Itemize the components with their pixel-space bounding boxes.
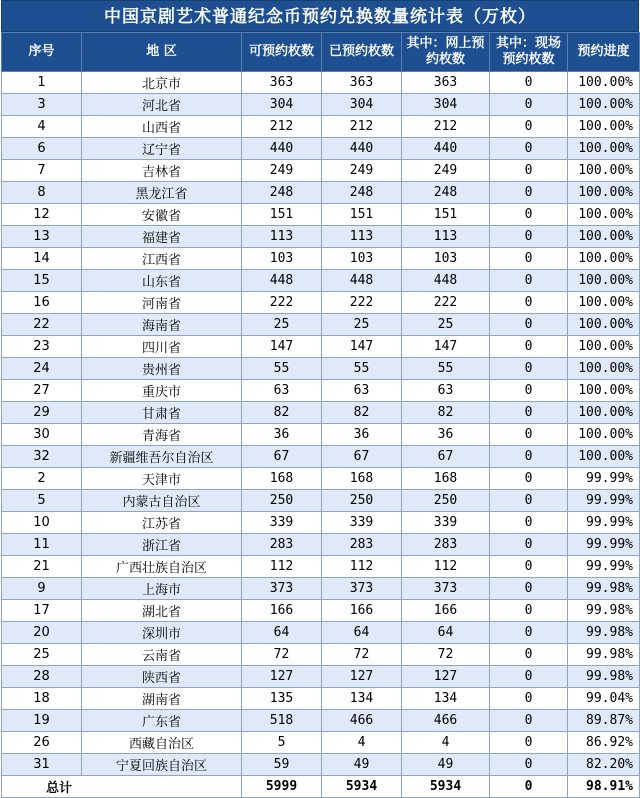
row-region: 江苏省 — [82, 512, 242, 534]
row-onsite: 0 — [490, 402, 568, 424]
table-row — [2, 688, 640, 710]
row-index: 32 — [2, 446, 82, 468]
row-reserved: 4 — [322, 732, 402, 754]
total-row — [2, 776, 640, 798]
row-region: 山东省 — [82, 270, 242, 292]
row-region: 江西省 — [82, 248, 242, 270]
row-available: 166 — [242, 600, 322, 622]
row-onsite: 0 — [490, 138, 568, 160]
table-row — [2, 666, 640, 688]
row-region: 青海省 — [82, 424, 242, 446]
row-onsite: 0 — [490, 116, 568, 138]
total-onsite: 0 — [490, 776, 568, 798]
row-available: 63 — [242, 380, 322, 402]
row-index: 27 — [2, 380, 82, 402]
row-region: 吉林省 — [82, 160, 242, 182]
table-row — [2, 204, 640, 226]
row-online: 304 — [402, 94, 490, 116]
row-index: 9 — [2, 578, 82, 600]
row-progress: 100.00% — [568, 204, 640, 226]
row-progress: 100.00% — [568, 160, 640, 182]
row-reserved: 363 — [322, 72, 402, 94]
header-available: 可预约枚数 — [242, 33, 322, 72]
row-index: 1 — [2, 72, 82, 94]
row-available: 168 — [242, 468, 322, 490]
row-online: 55 — [402, 358, 490, 380]
row-index: 5 — [2, 490, 82, 512]
row-region: 四川省 — [82, 336, 242, 358]
row-index: 14 — [2, 248, 82, 270]
row-available: 127 — [242, 666, 322, 688]
row-index: 20 — [2, 622, 82, 644]
row-available: 5 — [242, 732, 322, 754]
row-region: 贵州省 — [82, 358, 242, 380]
row-online: 113 — [402, 226, 490, 248]
row-available: 222 — [242, 292, 322, 314]
table-row — [2, 578, 640, 600]
table-row — [2, 446, 640, 468]
row-onsite: 0 — [490, 688, 568, 710]
row-available: 36 — [242, 424, 322, 446]
row-available: 135 — [242, 688, 322, 710]
table-row — [2, 600, 640, 622]
table-row — [2, 754, 640, 776]
reservation-table — [1, 32, 640, 798]
row-online: 248 — [402, 182, 490, 204]
row-progress: 86.92% — [568, 732, 640, 754]
row-reserved: 166 — [322, 600, 402, 622]
row-online: 63 — [402, 380, 490, 402]
row-online: 363 — [402, 72, 490, 94]
row-online: 82 — [402, 402, 490, 424]
row-region: 天津市 — [82, 468, 242, 490]
row-progress: 100.00% — [568, 380, 640, 402]
header-row — [2, 33, 640, 72]
row-online: 67 — [402, 446, 490, 468]
row-reserved: 249 — [322, 160, 402, 182]
row-index: 8 — [2, 182, 82, 204]
row-online: 339 — [402, 512, 490, 534]
row-onsite: 0 — [490, 160, 568, 182]
row-progress: 99.98% — [568, 600, 640, 622]
row-reserved: 112 — [322, 556, 402, 578]
row-available: 103 — [242, 248, 322, 270]
row-index: 3 — [2, 94, 82, 116]
total-label: 总计 — [2, 776, 242, 798]
row-available: 249 — [242, 160, 322, 182]
row-reserved: 103 — [322, 248, 402, 270]
row-region: 新疆维吾尔自治区 — [82, 446, 242, 468]
row-index: 16 — [2, 292, 82, 314]
row-reserved: 373 — [322, 578, 402, 600]
row-region: 湖北省 — [82, 600, 242, 622]
table-row — [2, 226, 640, 248]
row-online: 448 — [402, 270, 490, 292]
row-region: 辽宁省 — [82, 138, 242, 160]
row-index: 29 — [2, 402, 82, 424]
table-row — [2, 94, 640, 116]
table-row — [2, 270, 640, 292]
row-available: 67 — [242, 446, 322, 468]
row-progress: 100.00% — [568, 446, 640, 468]
row-available: 59 — [242, 754, 322, 776]
row-onsite: 0 — [490, 292, 568, 314]
row-index: 6 — [2, 138, 82, 160]
row-index: 2 — [2, 468, 82, 490]
row-progress: 100.00% — [568, 402, 640, 424]
row-online: 64 — [402, 622, 490, 644]
row-reserved: 25 — [322, 314, 402, 336]
row-reserved: 55 — [322, 358, 402, 380]
row-index: 31 — [2, 754, 82, 776]
row-onsite: 0 — [490, 182, 568, 204]
row-progress: 100.00% — [568, 270, 640, 292]
row-reserved: 283 — [322, 534, 402, 556]
row-onsite: 0 — [490, 512, 568, 534]
row-reserved: 248 — [322, 182, 402, 204]
row-available: 518 — [242, 710, 322, 732]
row-progress: 99.98% — [568, 622, 640, 644]
row-region: 深圳市 — [82, 622, 242, 644]
table-row — [2, 644, 640, 666]
row-progress: 99.99% — [568, 534, 640, 556]
row-online: 166 — [402, 600, 490, 622]
row-index: 21 — [2, 556, 82, 578]
row-online: 222 — [402, 292, 490, 314]
row-index: 26 — [2, 732, 82, 754]
row-progress: 99.99% — [568, 512, 640, 534]
row-region: 甘肃省 — [82, 402, 242, 424]
row-progress: 100.00% — [568, 226, 640, 248]
table-row — [2, 358, 640, 380]
row-index: 13 — [2, 226, 82, 248]
row-onsite: 0 — [490, 644, 568, 666]
row-online: 373 — [402, 578, 490, 600]
row-online: 212 — [402, 116, 490, 138]
row-onsite: 0 — [490, 622, 568, 644]
row-region: 福建省 — [82, 226, 242, 248]
row-reserved: 49 — [322, 754, 402, 776]
row-progress: 100.00% — [568, 138, 640, 160]
row-index: 12 — [2, 204, 82, 226]
row-reserved: 134 — [322, 688, 402, 710]
row-region: 宁夏回族自治区 — [82, 754, 242, 776]
row-progress: 100.00% — [568, 424, 640, 446]
row-reserved: 113 — [322, 226, 402, 248]
row-index: 18 — [2, 688, 82, 710]
row-reserved: 466 — [322, 710, 402, 732]
row-onsite: 0 — [490, 666, 568, 688]
table-row — [2, 710, 640, 732]
stats-sheet — [1, 0, 639, 798]
row-onsite: 0 — [490, 710, 568, 732]
row-progress: 99.99% — [568, 556, 640, 578]
row-onsite: 0 — [490, 336, 568, 358]
row-region: 河南省 — [82, 292, 242, 314]
row-online: 134 — [402, 688, 490, 710]
table-row — [2, 732, 640, 754]
row-onsite: 0 — [490, 424, 568, 446]
row-region: 黑龙江省 — [82, 182, 242, 204]
row-onsite: 0 — [490, 270, 568, 292]
row-region: 广东省 — [82, 710, 242, 732]
row-online: 147 — [402, 336, 490, 358]
row-index: 24 — [2, 358, 82, 380]
row-reserved: 147 — [322, 336, 402, 358]
row-reserved: 448 — [322, 270, 402, 292]
row-onsite: 0 — [490, 578, 568, 600]
header-progress: 预约进度 — [568, 33, 640, 72]
table-row — [2, 292, 640, 314]
row-progress: 99.98% — [568, 644, 640, 666]
row-available: 212 — [242, 116, 322, 138]
row-available: 339 — [242, 512, 322, 534]
table-row — [2, 138, 640, 160]
table-row — [2, 380, 640, 402]
row-progress: 100.00% — [568, 182, 640, 204]
row-online: 250 — [402, 490, 490, 512]
row-index: 19 — [2, 710, 82, 732]
row-reserved: 64 — [322, 622, 402, 644]
row-reserved: 440 — [322, 138, 402, 160]
table-row — [2, 402, 640, 424]
row-progress: 100.00% — [568, 116, 640, 138]
row-progress: 89.87% — [568, 710, 640, 732]
row-onsite: 0 — [490, 204, 568, 226]
row-available: 304 — [242, 94, 322, 116]
row-online: 168 — [402, 468, 490, 490]
row-index: 7 — [2, 160, 82, 182]
row-progress: 99.98% — [568, 578, 640, 600]
row-region: 山西省 — [82, 116, 242, 138]
table-row — [2, 512, 640, 534]
total-reserved: 5934 — [322, 776, 402, 798]
row-reserved: 212 — [322, 116, 402, 138]
row-region: 北京市 — [82, 72, 242, 94]
table-row — [2, 622, 640, 644]
row-online: 36 — [402, 424, 490, 446]
row-reserved: 63 — [322, 380, 402, 402]
table-row — [2, 336, 640, 358]
row-available: 64 — [242, 622, 322, 644]
row-progress: 82.20% — [568, 754, 640, 776]
row-onsite: 0 — [490, 490, 568, 512]
table-row — [2, 468, 640, 490]
row-online: 127 — [402, 666, 490, 688]
row-index: 17 — [2, 600, 82, 622]
total-online: 5934 — [402, 776, 490, 798]
row-available: 248 — [242, 182, 322, 204]
row-available: 112 — [242, 556, 322, 578]
row-onsite: 0 — [490, 314, 568, 336]
row-progress: 100.00% — [568, 314, 640, 336]
row-progress: 99.98% — [568, 666, 640, 688]
header-online: 其中：网上预约枚数 — [402, 33, 490, 72]
table-row — [2, 556, 640, 578]
row-onsite: 0 — [490, 94, 568, 116]
table-row — [2, 160, 640, 182]
table-row — [2, 248, 640, 270]
row-progress: 99.99% — [568, 468, 640, 490]
row-online: 72 — [402, 644, 490, 666]
row-onsite: 0 — [490, 380, 568, 402]
table-row — [2, 534, 640, 556]
row-online: 249 — [402, 160, 490, 182]
row-available: 250 — [242, 490, 322, 512]
row-online: 151 — [402, 204, 490, 226]
header-onsite: 其中：现场预约枚数 — [490, 33, 568, 72]
table-row — [2, 424, 640, 446]
row-region: 上海市 — [82, 578, 242, 600]
row-online: 49 — [402, 754, 490, 776]
table-body — [2, 72, 640, 798]
row-reserved: 304 — [322, 94, 402, 116]
row-onsite: 0 — [490, 732, 568, 754]
row-region: 陕西省 — [82, 666, 242, 688]
row-reserved: 67 — [322, 446, 402, 468]
row-index: 11 — [2, 534, 82, 556]
row-index: 25 — [2, 644, 82, 666]
row-available: 363 — [242, 72, 322, 94]
table-row — [2, 314, 640, 336]
row-onsite: 0 — [490, 248, 568, 270]
row-onsite: 0 — [490, 534, 568, 556]
table-row — [2, 72, 640, 94]
row-region: 西藏自治区 — [82, 732, 242, 754]
row-progress: 100.00% — [568, 358, 640, 380]
row-reserved: 151 — [322, 204, 402, 226]
row-available: 25 — [242, 314, 322, 336]
row-region: 湖南省 — [82, 688, 242, 710]
row-progress: 99.04% — [568, 688, 640, 710]
row-available: 82 — [242, 402, 322, 424]
row-online: 466 — [402, 710, 490, 732]
row-reserved: 222 — [322, 292, 402, 314]
table-row — [2, 490, 640, 512]
row-onsite: 0 — [490, 556, 568, 578]
total-progress: 98.91% — [568, 776, 640, 798]
row-online: 4 — [402, 732, 490, 754]
row-index: 23 — [2, 336, 82, 358]
row-progress: 100.00% — [568, 336, 640, 358]
row-region: 云南省 — [82, 644, 242, 666]
row-index: 22 — [2, 314, 82, 336]
row-online: 103 — [402, 248, 490, 270]
row-index: 28 — [2, 666, 82, 688]
row-region: 重庆市 — [82, 380, 242, 402]
row-reserved: 339 — [322, 512, 402, 534]
header-reserved: 已预约枚数 — [322, 33, 402, 72]
row-available: 147 — [242, 336, 322, 358]
row-progress: 100.00% — [568, 292, 640, 314]
table-row — [2, 182, 640, 204]
row-onsite: 0 — [490, 754, 568, 776]
row-region: 安徽省 — [82, 204, 242, 226]
row-reserved: 168 — [322, 468, 402, 490]
row-available: 113 — [242, 226, 322, 248]
row-region: 海南省 — [82, 314, 242, 336]
row-index: 10 — [2, 512, 82, 534]
row-region: 河北省 — [82, 94, 242, 116]
row-online: 25 — [402, 314, 490, 336]
row-available: 440 — [242, 138, 322, 160]
row-available: 151 — [242, 204, 322, 226]
row-progress: 100.00% — [568, 248, 640, 270]
row-region: 广西壮族自治区 — [82, 556, 242, 578]
row-online: 440 — [402, 138, 490, 160]
row-progress: 100.00% — [568, 72, 640, 94]
header-index: 序号 — [2, 33, 82, 72]
row-available: 72 — [242, 644, 322, 666]
header-region: 地 区 — [82, 33, 242, 72]
table-title: 中国京剧艺术普通纪念币预约兑换数量统计表（万枚） — [1, 0, 639, 32]
total-available: 5999 — [242, 776, 322, 798]
row-progress: 100.00% — [568, 94, 640, 116]
row-onsite: 0 — [490, 72, 568, 94]
row-region: 内蒙古自治区 — [82, 490, 242, 512]
row-available: 448 — [242, 270, 322, 292]
row-region: 浙江省 — [82, 534, 242, 556]
row-available: 373 — [242, 578, 322, 600]
row-reserved: 127 — [322, 666, 402, 688]
row-index: 4 — [2, 116, 82, 138]
row-onsite: 0 — [490, 446, 568, 468]
row-online: 283 — [402, 534, 490, 556]
row-reserved: 250 — [322, 490, 402, 512]
row-index: 15 — [2, 270, 82, 292]
row-progress: 99.99% — [568, 490, 640, 512]
row-online: 112 — [402, 556, 490, 578]
row-onsite: 0 — [490, 226, 568, 248]
row-reserved: 72 — [322, 644, 402, 666]
row-reserved: 36 — [322, 424, 402, 446]
table-row — [2, 116, 640, 138]
row-index: 30 — [2, 424, 82, 446]
row-onsite: 0 — [490, 600, 568, 622]
row-available: 55 — [242, 358, 322, 380]
row-onsite: 0 — [490, 358, 568, 380]
row-available: 283 — [242, 534, 322, 556]
row-onsite: 0 — [490, 468, 568, 490]
row-reserved: 82 — [322, 402, 402, 424]
